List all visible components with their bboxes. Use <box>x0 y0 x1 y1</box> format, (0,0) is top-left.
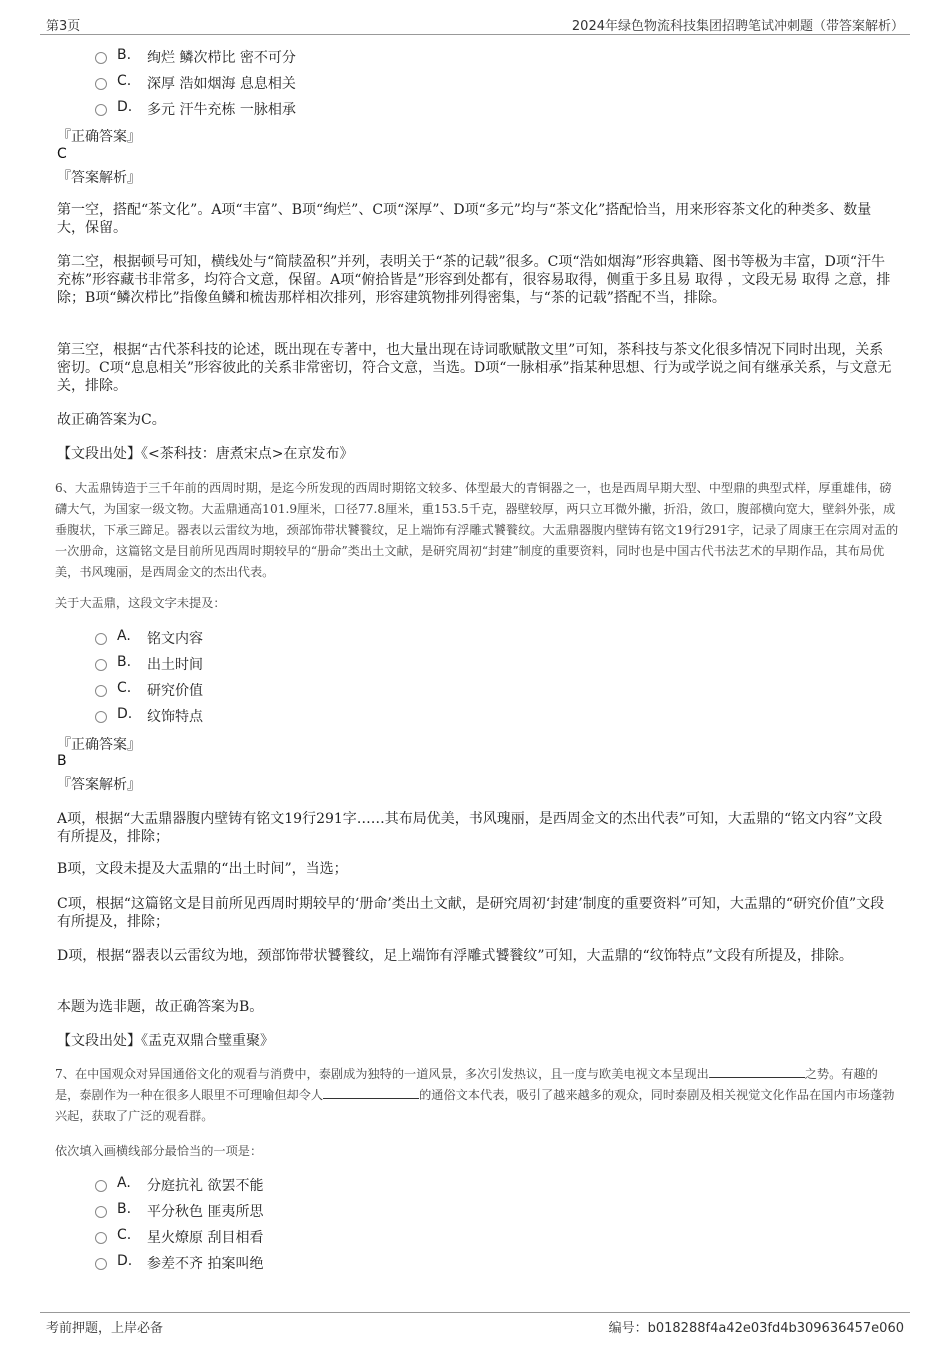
option-letter: D. <box>117 1253 133 1269</box>
radio-icon[interactable] <box>95 1232 107 1244</box>
q7-prompt: 依次填入画横线部分最恰当的一项是： <box>55 1144 263 1158</box>
radio-icon[interactable] <box>95 1180 107 1192</box>
option-letter: C. <box>117 1227 132 1243</box>
q5-answer-label: 『正确答案』 <box>57 129 141 145</box>
q5-analysis-para-2: 第二空，根据顿号可知，横线处与“简牍盈积”并列，表明关于“茶的记载”很多。C项“浩如烟海”形容典籍、图书等极为丰富，D项“汗牛充栋”形容藏书非常多，均符合文意，保留。A项“俯拾皆是”形容到处都有，很容易取得，侧重于多且易 取得 ，文段无易 取得 之意，排除；B项“鳞次栉比”指像鱼鳞和梳齿那样相次排列，形容建筑物排列得密集，与“茶的记载”搭配不当，排除。 <box>57 254 891 306</box>
radio-icon[interactable] <box>95 659 107 671</box>
option-text: 纹饰特点 <box>147 709 203 725</box>
radio-icon[interactable] <box>95 633 107 645</box>
radio-icon[interactable] <box>95 78 107 90</box>
q6-answer-label: 『正确答案』 <box>57 737 141 753</box>
q7-text-part-1: 7、在中国观众对异国通俗文化的观看与消费中，泰剧成为独特的一道风景，多次引发热议，且一度与欧美电视文本呈现出 <box>55 1067 709 1081</box>
option-letter: D. <box>117 706 133 722</box>
radio-icon[interactable] <box>95 52 107 64</box>
option-text: 铭文内容 <box>147 631 203 647</box>
radio-icon[interactable] <box>95 104 107 116</box>
page-footer <box>40 1312 910 1337</box>
q6-conclusion: 本题为选非题，故正确答案为B。 <box>57 999 264 1015</box>
option-text: 绚烂 鳞次栉比 密不可分 <box>147 50 296 66</box>
q7-text-part-2: 之势。有趣的是，泰剧作为一种在很多人眼里不可理喻但却令人 <box>55 1067 878 1102</box>
option-text: 参差不齐 拍案叫绝 <box>147 1256 264 1272</box>
option-letter: A. <box>117 628 131 644</box>
q7-blank-2[interactable] <box>323 1086 419 1099</box>
footer-slogan: 考前押题，上岸必备 <box>46 1321 164 1336</box>
option-letter: B. <box>117 1201 132 1217</box>
q6-analysis-label: 『答案解析』 <box>57 777 141 793</box>
page-number: 第3页 <box>46 19 81 34</box>
option-letter: C. <box>117 73 132 89</box>
option-text: 分庭抗礼 欲罢不能 <box>147 1178 264 1194</box>
option-letter: B. <box>117 654 132 670</box>
radio-icon[interactable] <box>95 711 107 723</box>
radio-icon[interactable] <box>95 1258 107 1270</box>
radio-icon[interactable] <box>95 1206 107 1218</box>
q5-analysis-para-1: 第一空，搭配“茶文化”。A项“丰富”、B项“绚烂”、C项“深厚”、D项“多元”均与“茶文化”搭配恰当，用来形容茶文化的种类多、数量大，保留。 <box>57 202 872 236</box>
q5-analysis-label: 『答案解析』 <box>57 170 141 186</box>
option-text: 深厚 浩如烟海 息息相关 <box>147 76 296 92</box>
option-text: 出土时间 <box>147 657 203 673</box>
option-text: 多元 汗牛充栋 一脉相承 <box>147 102 296 118</box>
page-header <box>40 12 910 35</box>
option-text: 研究价值 <box>147 683 203 699</box>
q7-question-text <box>55 1064 900 1127</box>
option-letter: A. <box>117 1175 131 1191</box>
q7-blank-1[interactable] <box>709 1065 805 1078</box>
q6-analysis-para-a: A项，根据“大盂鼎器腹内壁铸有铭文19行291字……其布局优美，书风瑰丽，是西周金文的杰出代表”可知，大盂鼎的“铭文内容”文段有所提及，排除； <box>57 811 883 845</box>
q6-analysis-para-c: C项，根据“这篇铭文是目前所见西周时期较早的‘册命’类出土文献，是研究周初‘封建’制度的重要资料”可知，大盂鼎的“研究价值”文段有所提及，排除； <box>57 896 885 930</box>
q5-analysis-para-3: 第三空，根据“古代茶科技的论述，既出现在专著中，也大量出现在诗词歌赋散文里”可知，茶科技与茶文化很多情况下同时出现，关系密切。C项“息息相关”形容彼此的关系非常密切，符合文意，当选。D项“一脉相承”指某种思想、行为或学说之间有继承关系，与文意无关，排除。 <box>57 342 892 394</box>
radio-icon[interactable] <box>95 685 107 697</box>
q6-source: 【文段出处】《盂克双鼎合璧重聚》 <box>57 1033 274 1049</box>
q5-source: 【文段出处】《<茶科技：唐煮宋点>在京发布》 <box>57 446 354 462</box>
option-letter: C. <box>117 680 132 696</box>
q5-answer: C <box>57 146 67 162</box>
code-label: 编号： <box>608 1321 648 1336</box>
q6-analysis-para-d: D项，根据“器表以云雷纹为地，颈部饰带状饕餮纹，足上端饰有浮雕式饕餮纹”可知，大盂鼎的“纹饰特点”文段有所提及，排除。 <box>57 948 853 964</box>
option-text: 平分秋色 匪夷所思 <box>147 1204 264 1220</box>
q6-question-text: 6、大盂鼎铸造于三千年前的西周时期，是迄今所发现的西周时期铭文较多、体型最大的青铜器之一，也是西周早期大型、中型鼎的典型式样，厚重雄伟，磅礴大气，为国家一级文物。大盂鼎通高101.9厘米，口径77.8厘米，重153.5千克，器壁较厚，两只立耳微外撇，折沿，敛口，腹部横向宽大，壁斜外张，成垂腹状，下承三蹄足。器表以云雷纹为地，颈部饰带状饕餮纹，足上端饰有浮雕式饕餮纹。大盂鼎器腹内壁铸有铭文19行291字，记录了周康王在宗周对盂的一次册命，这篇铭文是目前所见西周时期较早的“册命”类出土文献，是研究周初“封建”制度的重要资料，同时也是中国古代书法艺术的早期作品，其布局优美，书风瑰丽，是西周金文的杰出代表。 <box>55 481 899 579</box>
q7-text-part-3: 的通俗文本代表，吸引了越来越多的观众，同时泰剧及相关视觉文化作品在国内市场蓬勃兴起，获取了广泛的观看群。 <box>55 1088 895 1123</box>
document-title: 2024年绿色物流科技集团招聘笔试冲刺题（带答案解析） <box>571 19 904 34</box>
option-letter: D. <box>117 99 133 115</box>
option-text: 星火燎原 刮目相看 <box>147 1230 264 1246</box>
q5-conclusion: 故正确答案为C。 <box>57 412 166 428</box>
q6-answer: B <box>57 753 67 769</box>
code-value: b018288f4a42e03fd4b309636457e060 <box>647 1321 904 1336</box>
q6-prompt: 关于大盂鼎，这段文字未提及： <box>55 596 226 610</box>
option-letter: B. <box>117 47 132 63</box>
document-code <box>609 1317 904 1336</box>
q6-analysis-para-b: B项，文段未提及大盂鼎的“出土时间”，当选； <box>57 861 348 877</box>
